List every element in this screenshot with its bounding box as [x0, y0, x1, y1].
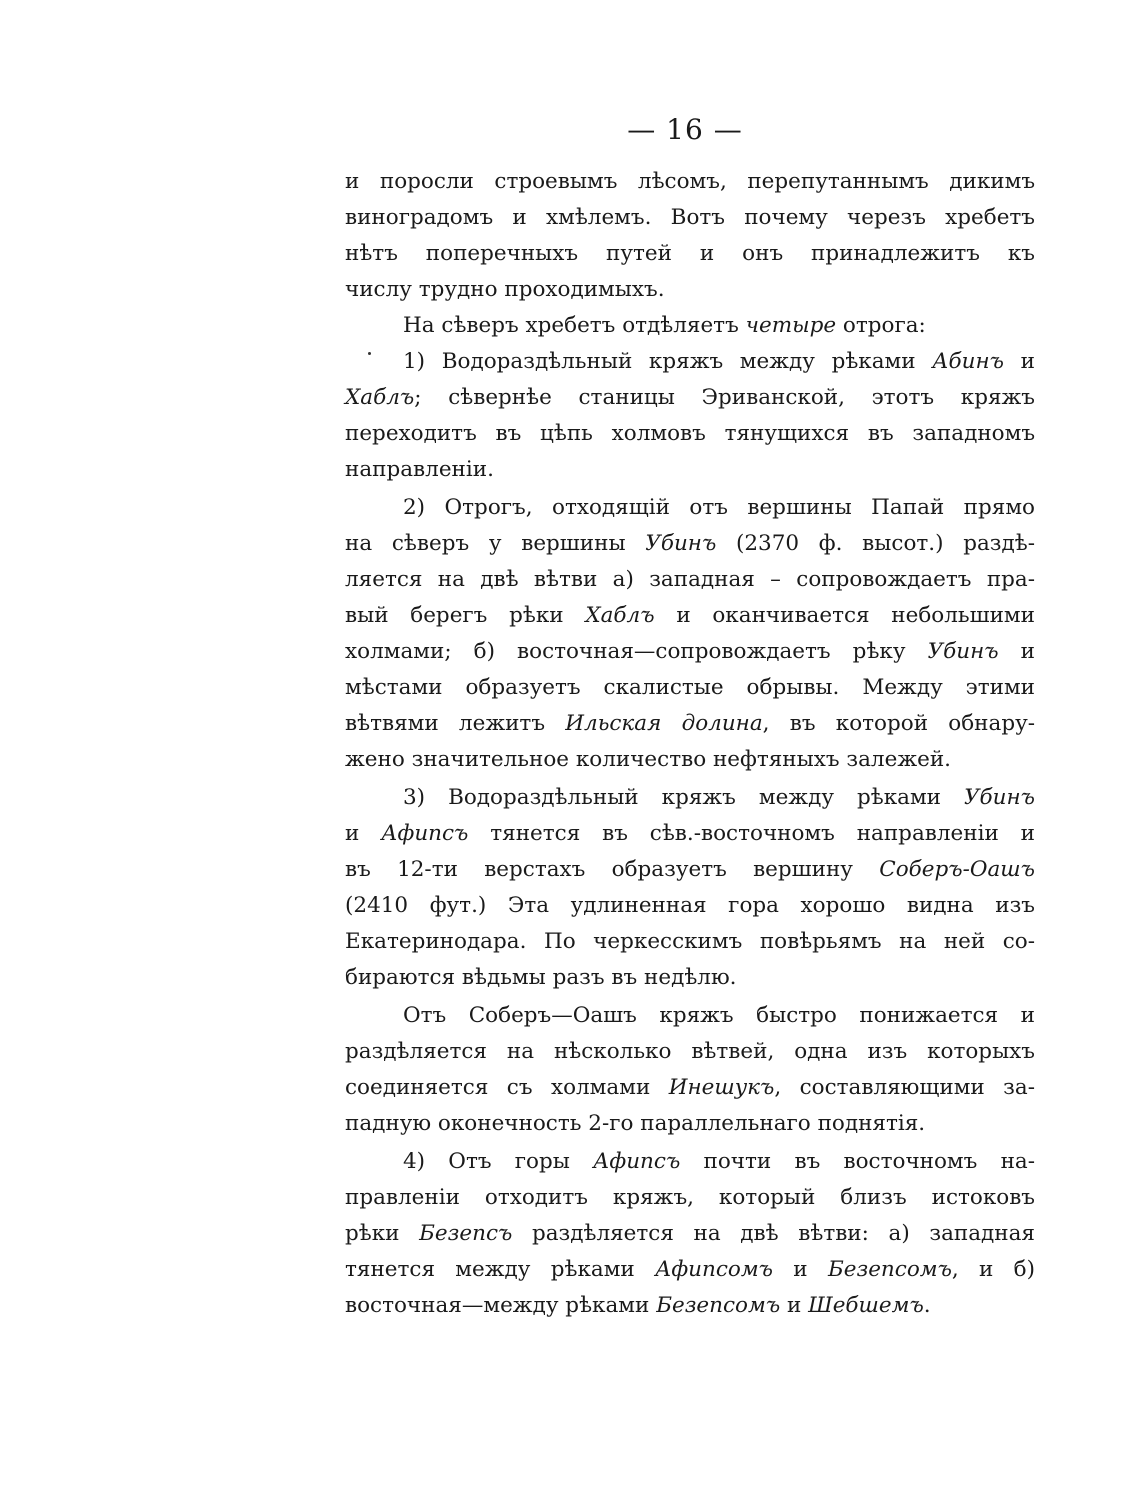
italic-term: Хаблъ: [345, 385, 415, 410]
text-run: вый берегъ рѣки: [345, 603, 586, 628]
text-run: тянется между рѣками: [345, 1257, 656, 1282]
text-line: направленіи.: [345, 457, 494, 482]
italic-term: Ильская долина: [565, 711, 763, 736]
text-run: рѣки: [345, 1221, 420, 1246]
text-run: 3) Водораздѣльный кряжъ между рѣками: [403, 785, 964, 810]
italic-term: Убинъ: [645, 531, 717, 556]
text-line: [345, 816, 1035, 852]
italic-term: четыре: [745, 313, 837, 338]
text-line: переходитъ въ цѣпь холмовъ тянущихся въ западномъ: [345, 421, 1035, 446]
text-run: и: [1004, 349, 1035, 374]
text-line: жено значительное количество нефтяныхъ залежей.: [345, 747, 951, 772]
paragraph-3: [345, 344, 1035, 488]
text-line: [345, 634, 1035, 670]
text-line: [345, 1144, 1035, 1180]
text-run: .: [923, 1293, 931, 1318]
text-run: 4) Отъ горы: [403, 1149, 594, 1174]
text-line: [345, 706, 1035, 742]
text-run: холмами; б) восточная—сопровождаетъ рѣку: [345, 639, 928, 664]
italic-term: Безепсомъ: [827, 1257, 952, 1282]
text-line: бираются вѣдьмы разъ въ недѣлю.: [345, 965, 737, 990]
text-line: ляется на двѣ вѣтви а) западная – сопровождаетъ пра-: [345, 567, 1035, 592]
text-run: на сѣверъ у вершины: [345, 531, 646, 556]
text-run: , и б): [951, 1257, 1036, 1282]
text-line: числу трудно проходимыхъ.: [345, 277, 665, 302]
text-line: [345, 780, 1035, 816]
paragraph-7: [345, 1144, 1035, 1324]
text-line: [345, 380, 1035, 416]
text-run: восточная—между рѣками: [345, 1293, 657, 1318]
text-line: виноградомъ и хмѣлемъ. Вотъ почему черезъ хребетъ: [345, 205, 1035, 230]
text-line: правленіи отходитъ кряжъ, который близъ истоковъ: [345, 1185, 1035, 1210]
paragraph-6: [345, 998, 1035, 1142]
italic-term: Афипсомъ: [655, 1257, 774, 1282]
text-run: соединяется съ холмами: [345, 1075, 669, 1100]
text-line: [345, 1252, 1035, 1288]
text-line: [345, 598, 1035, 634]
text-run: вѣтвями лежитъ: [345, 711, 566, 736]
paragraph-1: [345, 164, 1035, 308]
italic-term: Афипсъ: [381, 821, 469, 846]
italic-term: Безепсомъ: [656, 1293, 781, 1318]
page-number: — 16 —: [627, 113, 743, 146]
italic-term: Безепсъ: [419, 1221, 513, 1246]
paragraph-4: [345, 490, 1035, 778]
italic-term: Хаблъ: [585, 603, 655, 628]
text-run: ; сѣвернѣе станицы Эриванской, этотъ кряжъ: [414, 385, 1035, 410]
text-line: [345, 1216, 1035, 1252]
page-body: [345, 164, 1035, 1324]
italic-term: Убинъ: [927, 639, 999, 664]
text-run: , составляющими за-: [774, 1075, 1035, 1100]
text-line: нѣтъ поперечныхъ путей и онъ принадлежитъ къ: [345, 241, 1035, 266]
italic-term: Инешукъ: [668, 1075, 775, 1100]
text-run: и: [773, 1257, 828, 1282]
italic-term: Соберъ-Оашъ: [879, 857, 1035, 882]
italic-term: Афипсъ: [593, 1149, 681, 1174]
text-run: На сѣверъ хребетъ отдѣляетъ: [403, 313, 746, 338]
text-line: [345, 1070, 1035, 1106]
italic-term: Убинъ: [964, 785, 1035, 810]
text-line: [345, 344, 1035, 380]
text-line: Отъ Соберъ—Оашъ кряжъ быстро понижается и: [403, 1003, 1035, 1028]
text-run: и оканчивается небольшими: [654, 603, 1035, 628]
text-run: и: [780, 1293, 809, 1318]
text-run: раздѣляется на двѣ вѣтви: а) западная: [512, 1221, 1035, 1246]
text-run: отрога:: [836, 313, 926, 338]
text-line: раздѣляется на нѣсколько вѣтвей, одна изъ которыхъ: [345, 1039, 1035, 1064]
text-line: [345, 526, 1035, 562]
text-run: почти въ восточномъ на-: [680, 1149, 1035, 1174]
text-line: [345, 308, 1035, 344]
text-line: [345, 852, 1035, 888]
italic-term: Шебшемъ: [808, 1293, 924, 1318]
text-run: (2370 ф. высот.) раздѣ-: [716, 531, 1035, 556]
text-line: падную оконечность 2-го параллельнаго поднятія.: [345, 1111, 926, 1136]
text-line: 2) Отрогъ, отходящій отъ вершины Папай прямо: [403, 495, 1035, 520]
text-line: [345, 1288, 1035, 1324]
text-line: Екатеринодара. По черкесскимъ повѣрьямъ на ней со-: [345, 929, 1035, 954]
paragraph-2: [345, 308, 1035, 344]
text-run: тянется въ сѣв.-восточномъ направленіи и: [468, 821, 1035, 846]
text-run: и: [345, 821, 382, 846]
text-run: въ 12-ти верстахъ образуетъ вершину: [345, 857, 880, 882]
text-line: (2410 фут.) Эта удлиненная гора хорошо видна изъ: [345, 893, 1035, 918]
text-line: мѣстами образуетъ скалистые обрывы. Между этими: [345, 675, 1035, 700]
text-line: и поросли строевымъ лѣсомъ, перепутаннымъ дикимъ: [345, 169, 1035, 194]
text-run: и: [998, 639, 1036, 664]
paragraph-5: [345, 780, 1035, 996]
text-run: , въ которой обнару-: [762, 711, 1036, 736]
text-run: 1) Водораздѣльный кряжъ между рѣками: [403, 349, 933, 374]
italic-term: Абинъ: [932, 349, 1005, 374]
